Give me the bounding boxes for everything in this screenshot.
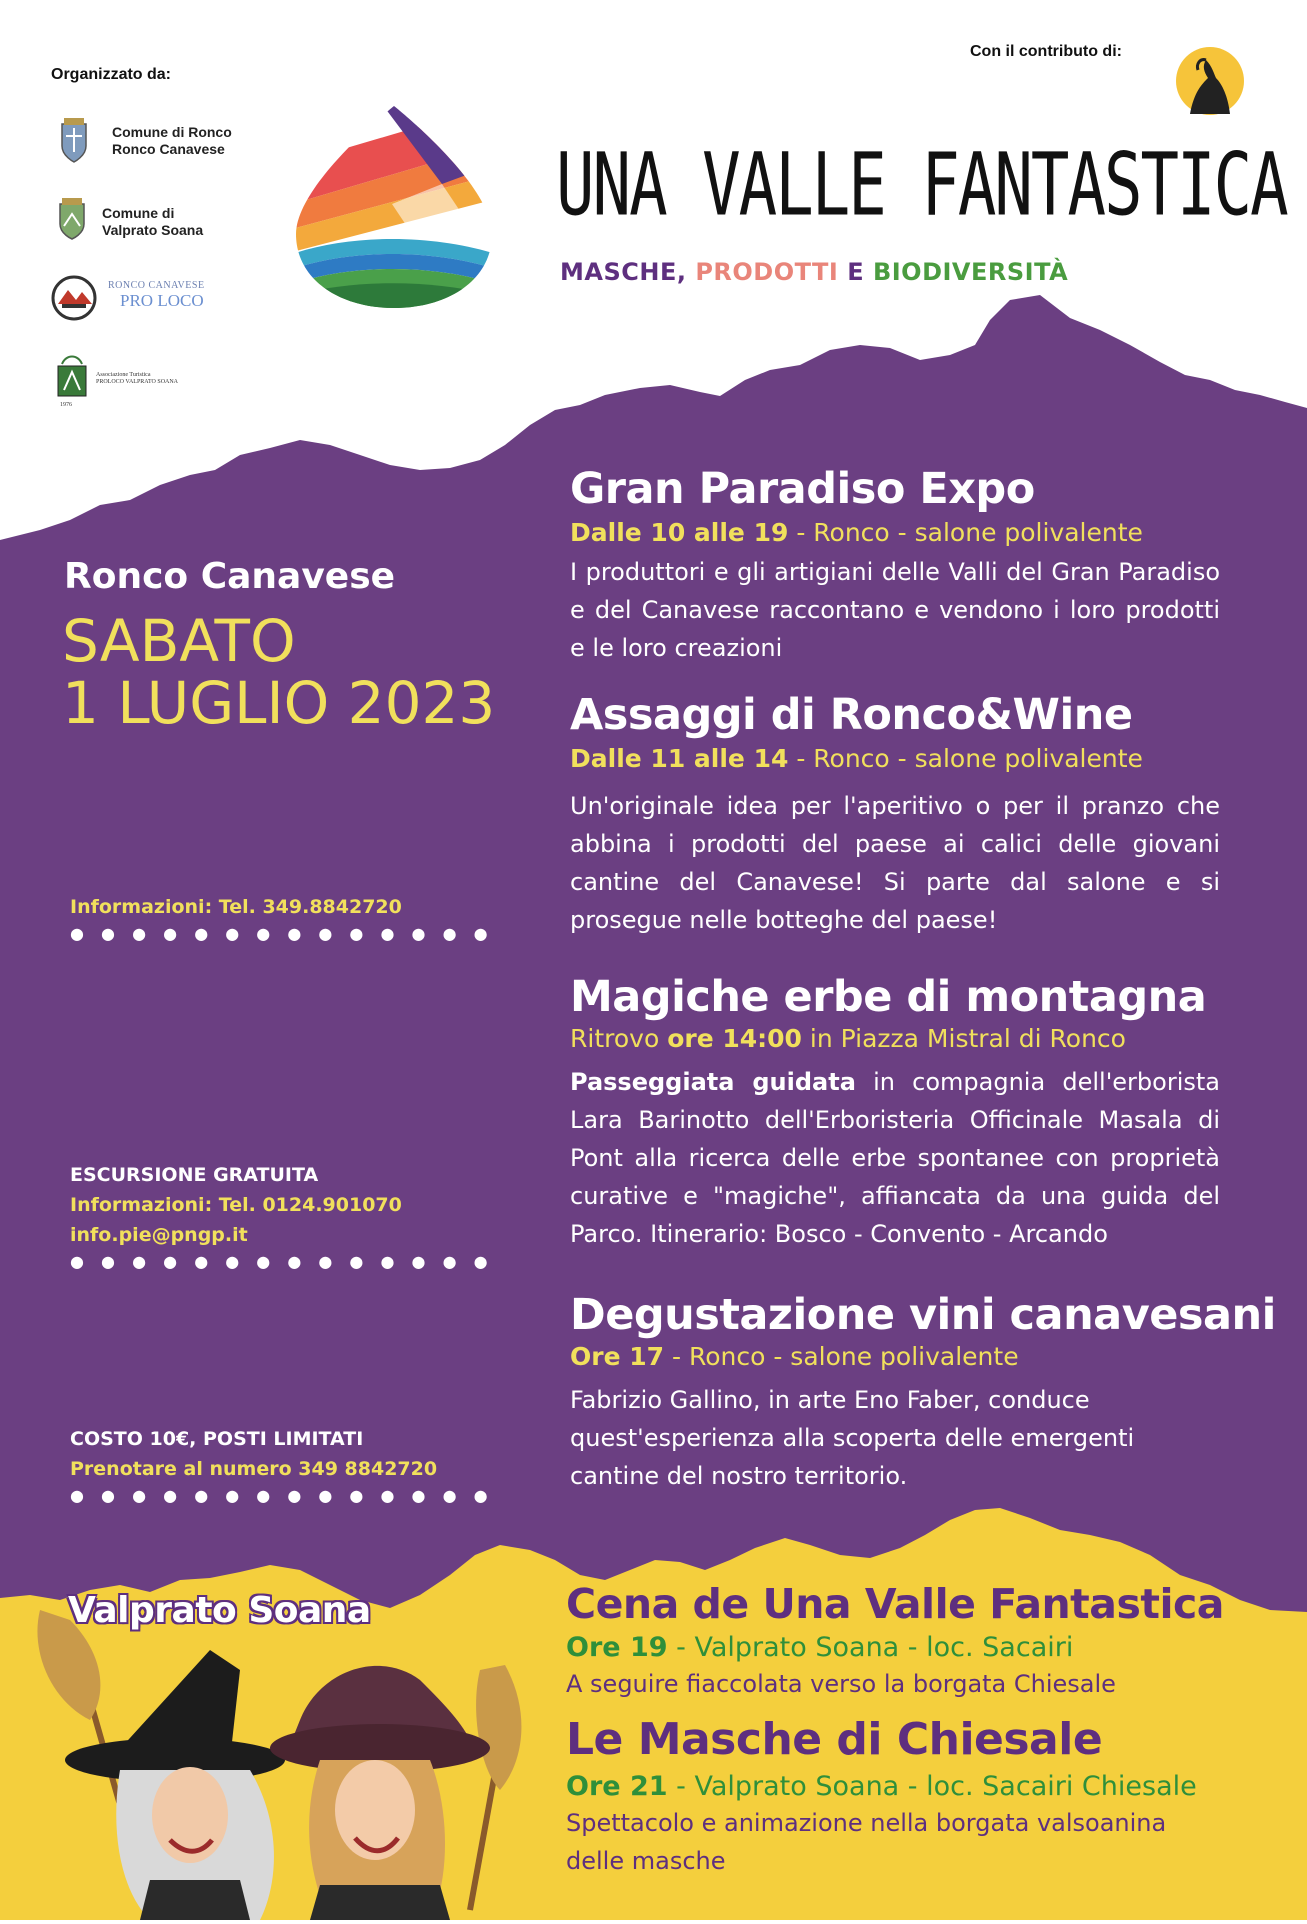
una-valle-fantastica-logo [292,104,496,310]
event-date-day: SABATO [62,607,296,675]
event-date-full: 1 LUGLIO 2023 [62,669,496,737]
witches-illustration [0,1610,540,1920]
excursion-label: ESCURSIONE GRATUITA [70,1164,319,1186]
dots-divider-3: ● ● ● ● ● ● ● ● ● ● ● ● ● ● [70,1486,494,1505]
gran-paradiso-park-logo [1168,44,1252,118]
event-masche-chiesale [566,1714,1286,1880]
valprato-city: Valprato Soana [68,1590,371,1631]
cost-info [70,1424,437,1484]
valprato-coat-of-arms-icon [52,196,92,242]
event-title: Gran Paradiso Expo [570,464,1035,514]
event-cena [566,1580,1286,1703]
organizer-valprato-line1: Comune di [102,205,175,221]
proloco-ronco-logo-icon [48,274,100,322]
event-time-bold: Dalle 11 alle 14 [570,744,789,773]
excursion-phone: Informazioni: Tel. 0124.901070 [70,1194,402,1216]
event-magiche-erbe [570,972,1220,1253]
event-time-rest: - Ronco - salone polivalente [788,744,1143,773]
proloco-valprato-logo-icon [56,352,88,412]
event-desc: Fabrizio Gallino, in arte Eno Faber, conduce quest'esperienza alla scoperta delle emergenti cantine del nostro territorio. [570,1386,1135,1490]
left-city: Ronco Canavese [64,556,396,597]
organizer-valprato-line2: Valprato Soana [102,222,204,238]
event-time-rest: in Piazza Mistral di Ronco [801,1024,1126,1053]
proloco-valprato-year: 1976 [60,402,72,408]
proloco-ronco-line1: RONCO CANAVESE [108,280,205,291]
organizer-ronco [112,124,232,158]
event-time-rest: - Ronco - salone polivalente [788,518,1143,547]
event-desc-rest: in compagnia dell'erborista Lara Barinotto dell'Erboristeria Officinale Masala di Pont alla ricerca delle erbe spontanee con proprietà curative e "magiche", affiancata da una guida del Parco. Itinerario: Bosco - Convento - Arcando [570,1068,1220,1248]
subtitle-biodiversita: BIODIVERSITÀ [872,258,1069,286]
organizer-valprato [102,205,203,239]
organized-by-label: Organizzato da: [51,66,172,83]
excursion-info [70,1160,402,1250]
event-date [62,607,496,737]
event-degustazione [570,1290,1276,1495]
event-desc: I produttori e gli artigiani delle Valli del Gran Paradiso e del Canavese raccontano e vendono i loro prodotti e le loro creazioni [570,558,1220,662]
event-time-bold: ore 14:00 [667,1024,802,1053]
event-title: Magiche erbe di montagna [570,972,1207,1022]
event-time-bold: Ore 17 [570,1342,665,1371]
info-phone-ronco: Informazioni: Tel. 349.8842720 [70,896,402,918]
main-subtitle [560,258,1068,286]
event-time-bold: Ore 21 [566,1771,668,1802]
event-time [570,518,1220,547]
event-title: Degustazione vini canavesani [570,1290,1276,1340]
dots-divider-1: ● ● ● ● ● ● ● ● ● ● ● ● ● ● [70,924,494,943]
organizer-ronco-line2: Ronco Canavese [112,141,225,157]
event-desc [570,1063,1220,1253]
subtitle-prodotti: PRODOTTI [695,258,839,286]
organizer-proloco-valprato [96,372,206,386]
cost-label: COSTO 10€, POSTI LIMITATI [70,1428,364,1450]
main-title: UNA VALLE FANTASTICA [556,136,1287,236]
event-ronco-wine [570,690,1220,939]
dots-divider-2: ● ● ● ● ● ● ● ● ● ● ● ● ● ● [70,1252,494,1271]
event-title: Le Masche di Chiesale [566,1714,1103,1765]
organizer-proloco-ronco [108,280,208,311]
event-time [570,1342,1220,1371]
contribution-label: Con il contributo di: [970,43,1122,60]
event-time-bold: Dalle 10 alle 19 [570,518,789,547]
event-desc: A seguire fiaccolata verso la borgata Chiesale [566,1670,1116,1698]
proloco-ronco-line2: PRO LOCO [120,291,204,310]
event-title: Cena de Una Valle Fantastica [566,1580,1224,1628]
event-time [566,1632,1286,1663]
event-time-rest: - Valprato Soana - loc. Sacairi Chiesale [667,1771,1197,1802]
cost-booking: Prenotare al numero 349 8842720 [70,1458,438,1480]
subtitle-masche: MASCHE, [560,258,696,286]
event-time-rest: - Valprato Soana - loc. Sacairi [667,1632,1074,1663]
event-desc: Spettacolo e animazione nella borgata valsoanina delle masche [566,1809,1167,1875]
event-title: Assaggi di Ronco&Wine [570,690,1133,740]
event-desc: Un'originale idea per l'aperitivo o per il pranzo che abbina i prodotti del paese ai calici delle giovani cantine del Canavese! Si parte dal salone e si prosegue nelle botteghe del paese! [570,792,1220,934]
subtitle-e: E [838,258,873,286]
proloco-valprato-line1: Associazione Turistica [96,372,151,378]
ronco-coat-of-arms-icon [52,116,96,166]
event-time [570,744,1220,773]
proloco-valprato-line2: PROLOCO VALPRATO SOANA [96,379,179,385]
excursion-email[interactable]: info.pie@pngp.it [70,1224,248,1246]
event-time-pre: Ritrovo [570,1024,668,1053]
event-desc-bold: Passeggiata guidata [570,1068,856,1096]
organizer-ronco-line1: Comune di Ronco [112,124,232,140]
event-time-bold: Ore 19 [566,1632,668,1663]
event-gran-paradiso-expo [570,464,1220,667]
event-time-rest: - Ronco - salone polivalente [664,1342,1019,1371]
event-time [570,1024,1220,1053]
event-time [566,1771,1286,1802]
